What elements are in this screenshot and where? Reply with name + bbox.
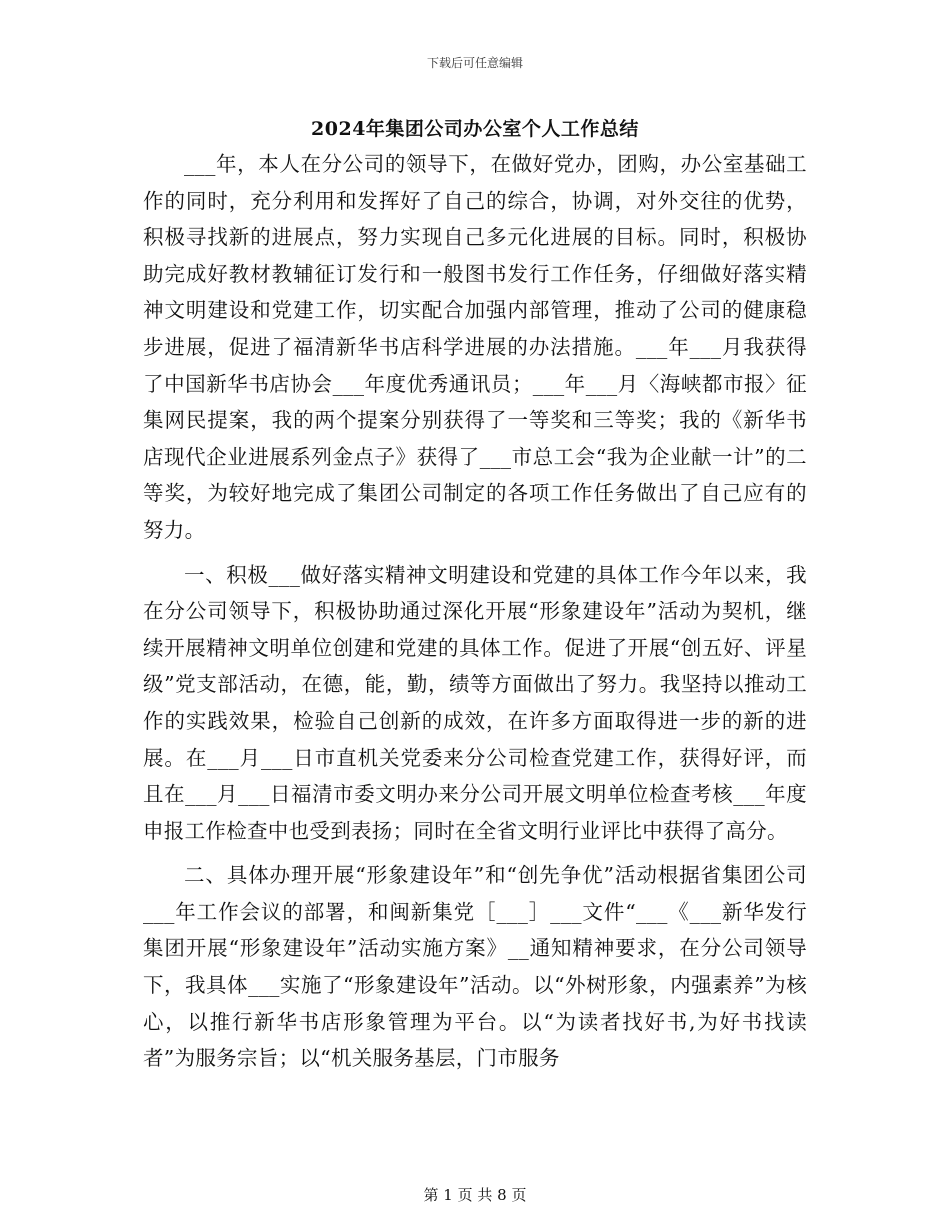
document-title: 2024年集团公司办公室个人工作总结 (311, 118, 639, 140)
document-body (143, 146, 807, 1085)
paragraph-section-1: 一、积极___做好落实精神文明建设和党建的具体工作今年以来，我在分公司领导下，积极协助通过深化开展“形象建设年”活动为契机，继续开展精神文明单位创建和党建的具体工作。促进了开展“创五好、评星级”党支部活动，在德，能，勤，绩等方面做出了努力。我坚持以推动工作的实践效果，检验自己创新的成效，在许多方面取得进一步的新的进展。在___月___日市直机关党委来分公司检查党建工作，获得好评，而且在___月___日福清市委文明办来分公司开展文明单位检查考核___年度申报工作检查中也受到表扬；同时在全省文明行业评比中获得了高分。 (143, 562, 807, 843)
paragraph-intro: ___年，本人在分公司的领导下，在做好党办，团购，办公室基础工作的同时，充分利用和发挥好了自己的综合，协调，对外交往的优势，积极寻找新的进展点，努力实现自己多元化进展的目标。同时，积极协助完成好教材教辅征订发行和一般图书发行工作任务，仔细做好落实精神文明建设和党建工作，切实配合加强内部管理，推动了公司的健康稳步进展，促进了福清新华书店科学进展的办法措施。___年___月我获得了中国新华书店协会___年度优秀通讯员；___年___月〈海峡都市报〉征集网民提案，我的两个提案分别获得了一等奖和三等奖；我的《新华书店现代企业进展系列金点子》获得了___市总工会“我为企业献一计”的二等奖，为较好地完成了集团公司制定的各项工作任务做出了自己应有的努力。 (143, 152, 807, 542)
header-note: 下载后可任意编辑 (426, 56, 523, 70)
page-number: 第 1 页 共 8 页 (423, 1186, 527, 1204)
paragraph-section-2: 二、具体办理开展“形象建设年”和“创先争优”活动根据省集团公司___年工作会议的部署，和闽新集党［___］___文件“___《___新华发行集团开展“形象建设年”活动实施方案》__通知精神要求，在分公司领导下，我具体___实施了“形象建设年”活动。以“外树形象，内强素养”为核心，以推行新华书店形象管理为平台。以“为读者找好书,为好书找读者”为服务宗旨；以“机关服务基层，门市服务 (143, 863, 807, 1071)
